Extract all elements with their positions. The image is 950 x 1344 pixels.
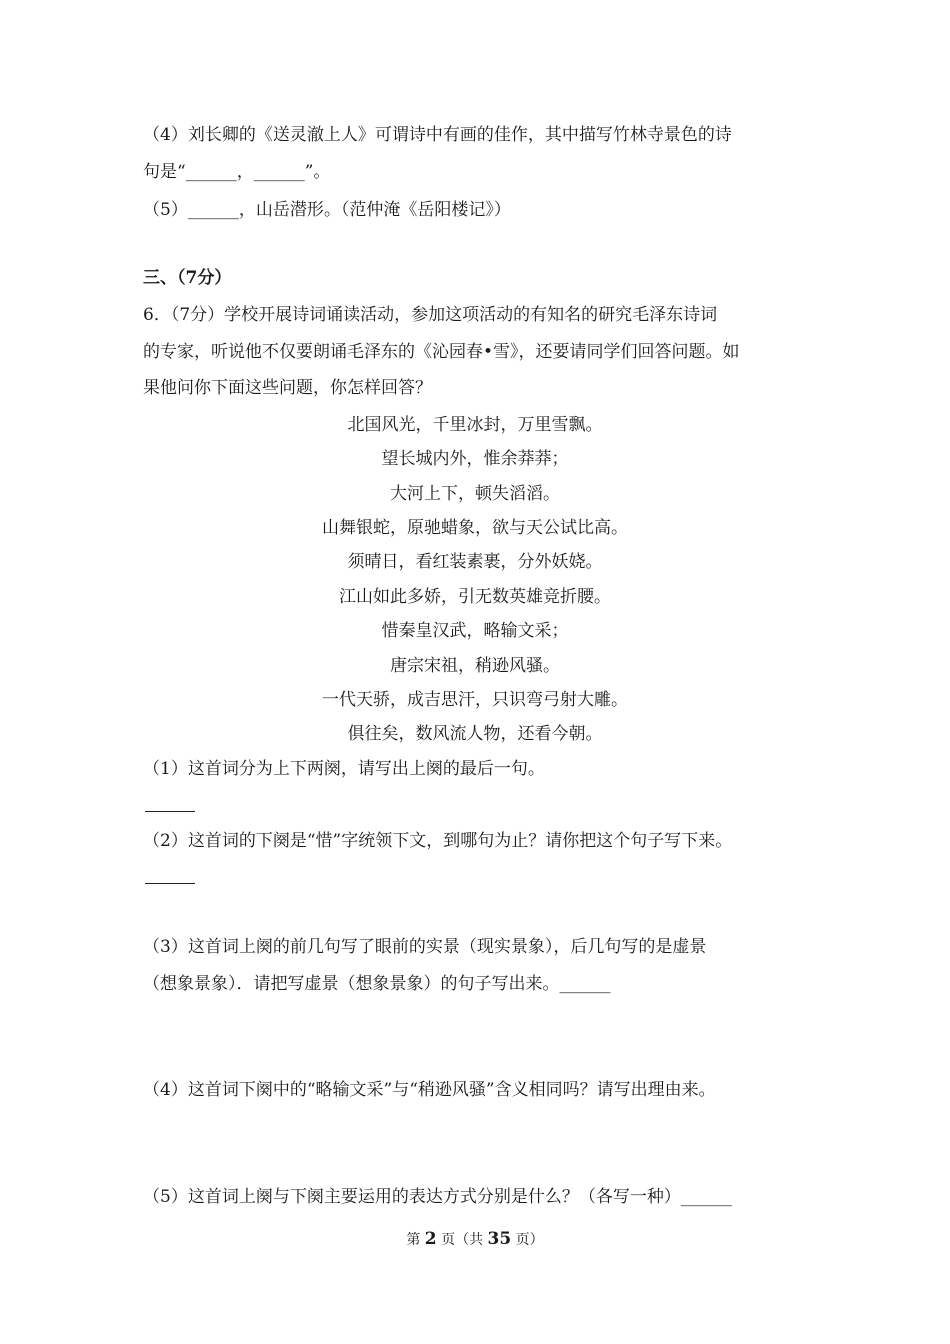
question-5: （5）______，山岳潜形。（范仲淹《岳阳楼记》） bbox=[143, 200, 511, 220]
poem-line: 俱往矣，数风流人物，还看今朝。 bbox=[347, 724, 603, 744]
answer-blank-2 bbox=[145, 883, 195, 884]
footer-suffix: 页） bbox=[511, 1232, 544, 1248]
poem-line: 山舞银蛇，原驰蜡象，欲与天公试比高。 bbox=[322, 518, 628, 538]
sub-question-4: （4）这首词下阕中的“略输文采”与“稍逊风骚”含义相同吗？请写出理由来。 bbox=[143, 1080, 716, 1100]
poem-line: 唐宗宋祖，稍逊风骚。 bbox=[390, 656, 560, 676]
poem-line: 一代天骄，成吉思汗，只识弯弓射大雕。 bbox=[322, 690, 628, 710]
poem-line: 望长城内外，惟余莽莽； bbox=[381, 449, 569, 469]
question-4-line-2: 句是“______，______”。 bbox=[143, 162, 331, 182]
total-page-count: 35 bbox=[487, 1229, 512, 1249]
section-three-heading: 三、（7分） bbox=[143, 268, 232, 288]
question-4-line-1: （4）刘长卿的《送灵澈上人》可谓诗中有画的佳作，其中描写竹林寺景色的诗 bbox=[143, 125, 732, 145]
sub-question-3-line-1: （3）这首词上阕的前几句写了眼前的实景（现实景象），后几句写的是虚景 bbox=[143, 937, 707, 957]
footer-middle: 页（共 bbox=[436, 1232, 488, 1248]
page-footer bbox=[0, 1229, 950, 1250]
sub-question-5: （5）这首词上阕与下阕主要运用的表达方式分别是什么？（各写一种）______ bbox=[143, 1187, 732, 1207]
question-6-intro-line-3: 果他问你下面这些问题，你怎样回答？ bbox=[143, 378, 432, 398]
sub-question-3-line-2: （想象景象）．请把写虚景（想象景象）的句子写出来。______ bbox=[143, 974, 611, 994]
sub-question-2: （2）这首词的下阕是“惜”字统领下文，到哪句为止？请你把这个句子写下来。 bbox=[143, 831, 733, 851]
question-6-intro-line-1: 6．（7分）学校开展诗词诵读活动，参加这项活动的有知名的研究毛泽东诗词 bbox=[143, 305, 718, 325]
current-page-number: 2 bbox=[424, 1229, 437, 1249]
poem-line: 大河上下，顿失滔滔。 bbox=[390, 484, 560, 504]
question-6-intro-line-2: 的专家，听说他不仅要朗诵毛泽东的《沁园春•雪》，还要请同学们回答问题。如 bbox=[143, 342, 740, 362]
answer-blank-1 bbox=[145, 811, 195, 812]
sub-question-1: （1）这首词分为上下两阕，请写出上阕的最后一句。 bbox=[143, 759, 545, 779]
poem-line: 江山如此多娇，引无数英雄竞折腰。 bbox=[339, 587, 611, 607]
poem-line: 惜秦皇汉武，略输文采； bbox=[381, 621, 569, 641]
poem-line: 北国风光，千里冰封，万里雪飘。 bbox=[347, 415, 603, 435]
poem-line: 须晴日，看红装素裹，分外妖娆。 bbox=[347, 552, 603, 572]
footer-prefix: 第 bbox=[406, 1232, 425, 1248]
